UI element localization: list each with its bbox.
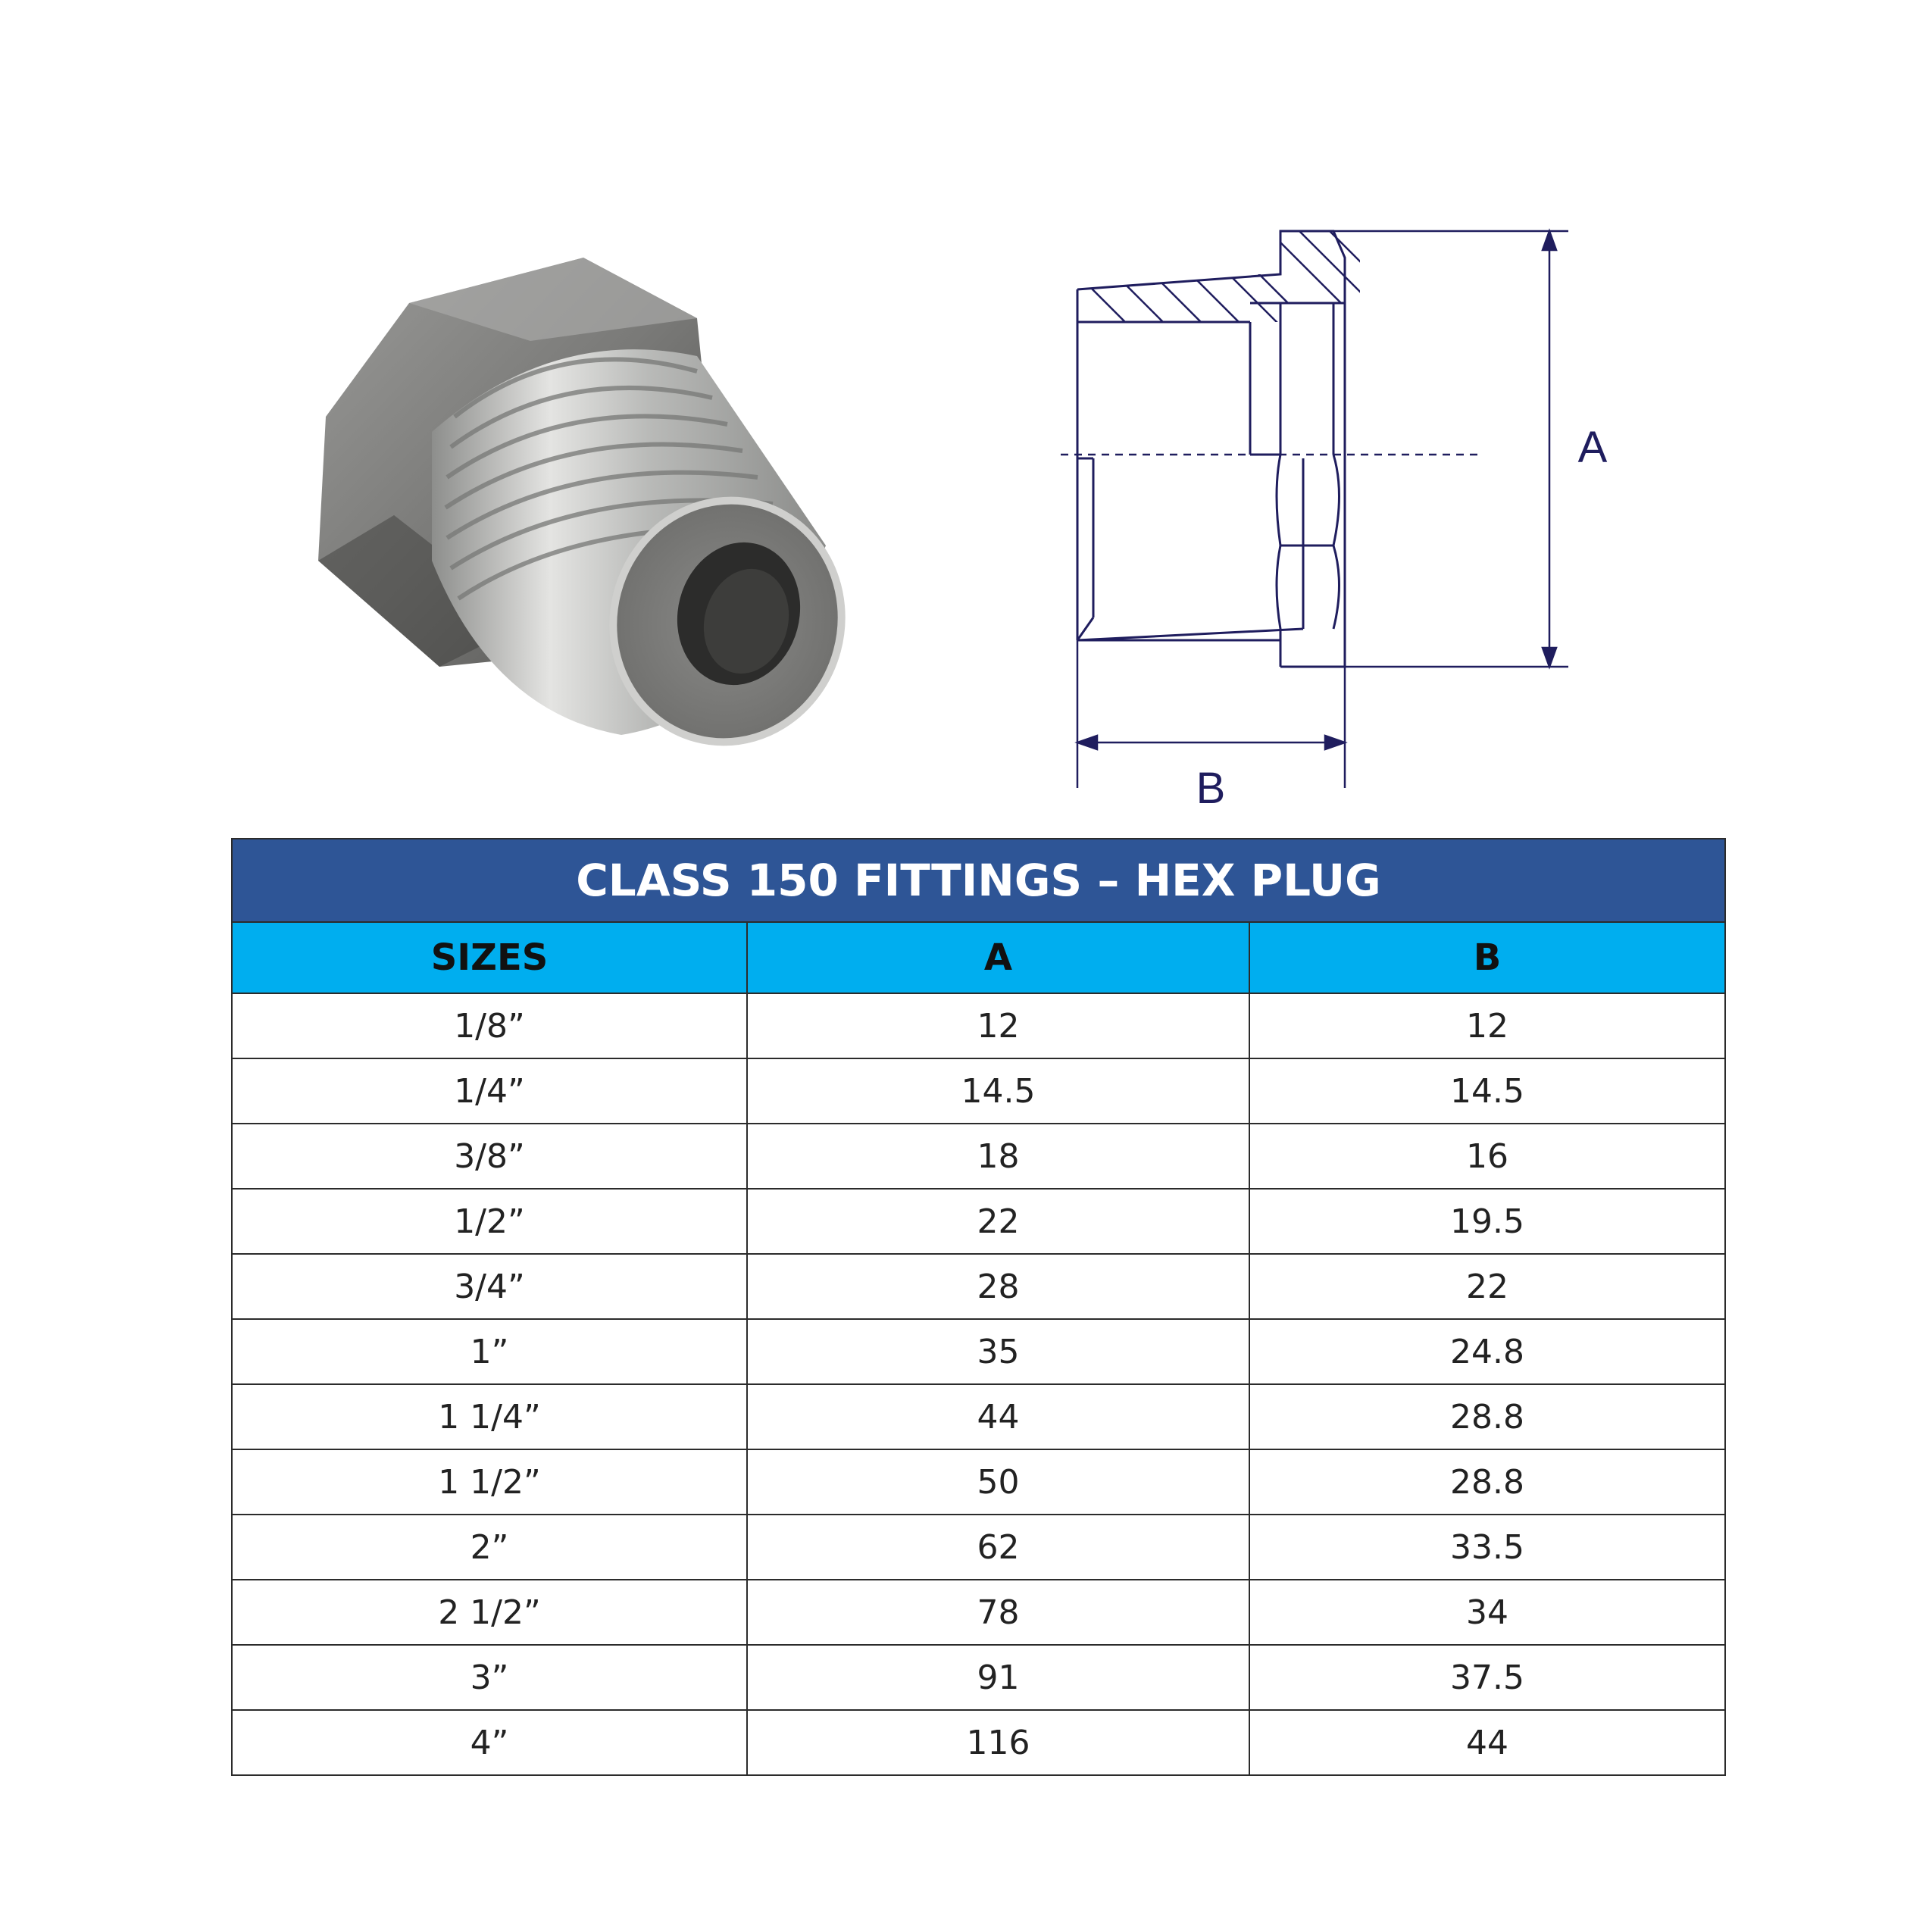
cell-size: 2 1/2”	[232, 1580, 747, 1645]
hex-plug-photo	[303, 242, 864, 758]
table-row	[232, 1254, 1725, 1319]
cell-b: 33.5	[1249, 1515, 1725, 1580]
cell-b: 24.8	[1249, 1319, 1725, 1384]
table-title: CLASS 150 FITTINGS – HEX PLUG	[232, 839, 1725, 922]
cell-size: 3”	[232, 1645, 747, 1710]
dimension-a-label: A	[1577, 423, 1608, 472]
cell-a: 91	[747, 1645, 1249, 1710]
cell-size: 2”	[232, 1515, 747, 1580]
header-a: A	[747, 922, 1249, 993]
dimension-table	[231, 838, 1726, 1776]
cell-a: 14.5	[747, 1058, 1249, 1124]
cell-a: 62	[747, 1515, 1249, 1580]
header-b: B	[1249, 922, 1725, 993]
cell-b: 44	[1249, 1710, 1725, 1775]
cell-size: 3/8”	[232, 1124, 747, 1189]
dimension-b-label: B	[1196, 764, 1226, 813]
cell-size: 1/2”	[232, 1189, 747, 1254]
cell-b: 34	[1249, 1580, 1725, 1645]
hex-plug-dimension-drawing	[1046, 227, 1652, 818]
cell-a: 28	[747, 1254, 1249, 1319]
cell-b: 19.5	[1249, 1189, 1725, 1254]
cell-size: 3/4”	[232, 1254, 747, 1319]
cell-a: 78	[747, 1580, 1249, 1645]
header-sizes: SIZES	[232, 922, 747, 993]
table-row	[232, 1058, 1725, 1124]
table-row	[232, 1124, 1725, 1189]
cell-b: 28.8	[1249, 1449, 1725, 1515]
cell-b: 22	[1249, 1254, 1725, 1319]
cell-size: 4”	[232, 1710, 747, 1775]
cell-a: 44	[747, 1384, 1249, 1449]
cell-size: 1”	[232, 1319, 747, 1384]
table-row	[232, 1580, 1725, 1645]
cell-b: 28.8	[1249, 1384, 1725, 1449]
cell-a: 18	[747, 1124, 1249, 1189]
cell-a: 22	[747, 1189, 1249, 1254]
table-row	[232, 1645, 1725, 1710]
table-row	[232, 1515, 1725, 1580]
cell-b: 14.5	[1249, 1058, 1725, 1124]
table-row	[232, 1384, 1725, 1449]
cell-b: 37.5	[1249, 1645, 1725, 1710]
cell-a: 12	[747, 993, 1249, 1058]
table-row	[232, 993, 1725, 1058]
cell-a: 35	[747, 1319, 1249, 1384]
cell-a: 116	[747, 1710, 1249, 1775]
cell-a: 50	[747, 1449, 1249, 1515]
cell-b: 16	[1249, 1124, 1725, 1189]
table-row	[232, 1319, 1725, 1384]
cell-size: 1/4”	[232, 1058, 747, 1124]
cell-b: 12	[1249, 993, 1725, 1058]
table-row	[232, 1449, 1725, 1515]
table-row	[232, 1710, 1725, 1775]
cell-size: 1 1/2”	[232, 1449, 747, 1515]
cell-size: 1/8”	[232, 993, 747, 1058]
table-header-row	[232, 922, 1725, 993]
table-row	[232, 1189, 1725, 1254]
cell-size: 1 1/4”	[232, 1384, 747, 1449]
